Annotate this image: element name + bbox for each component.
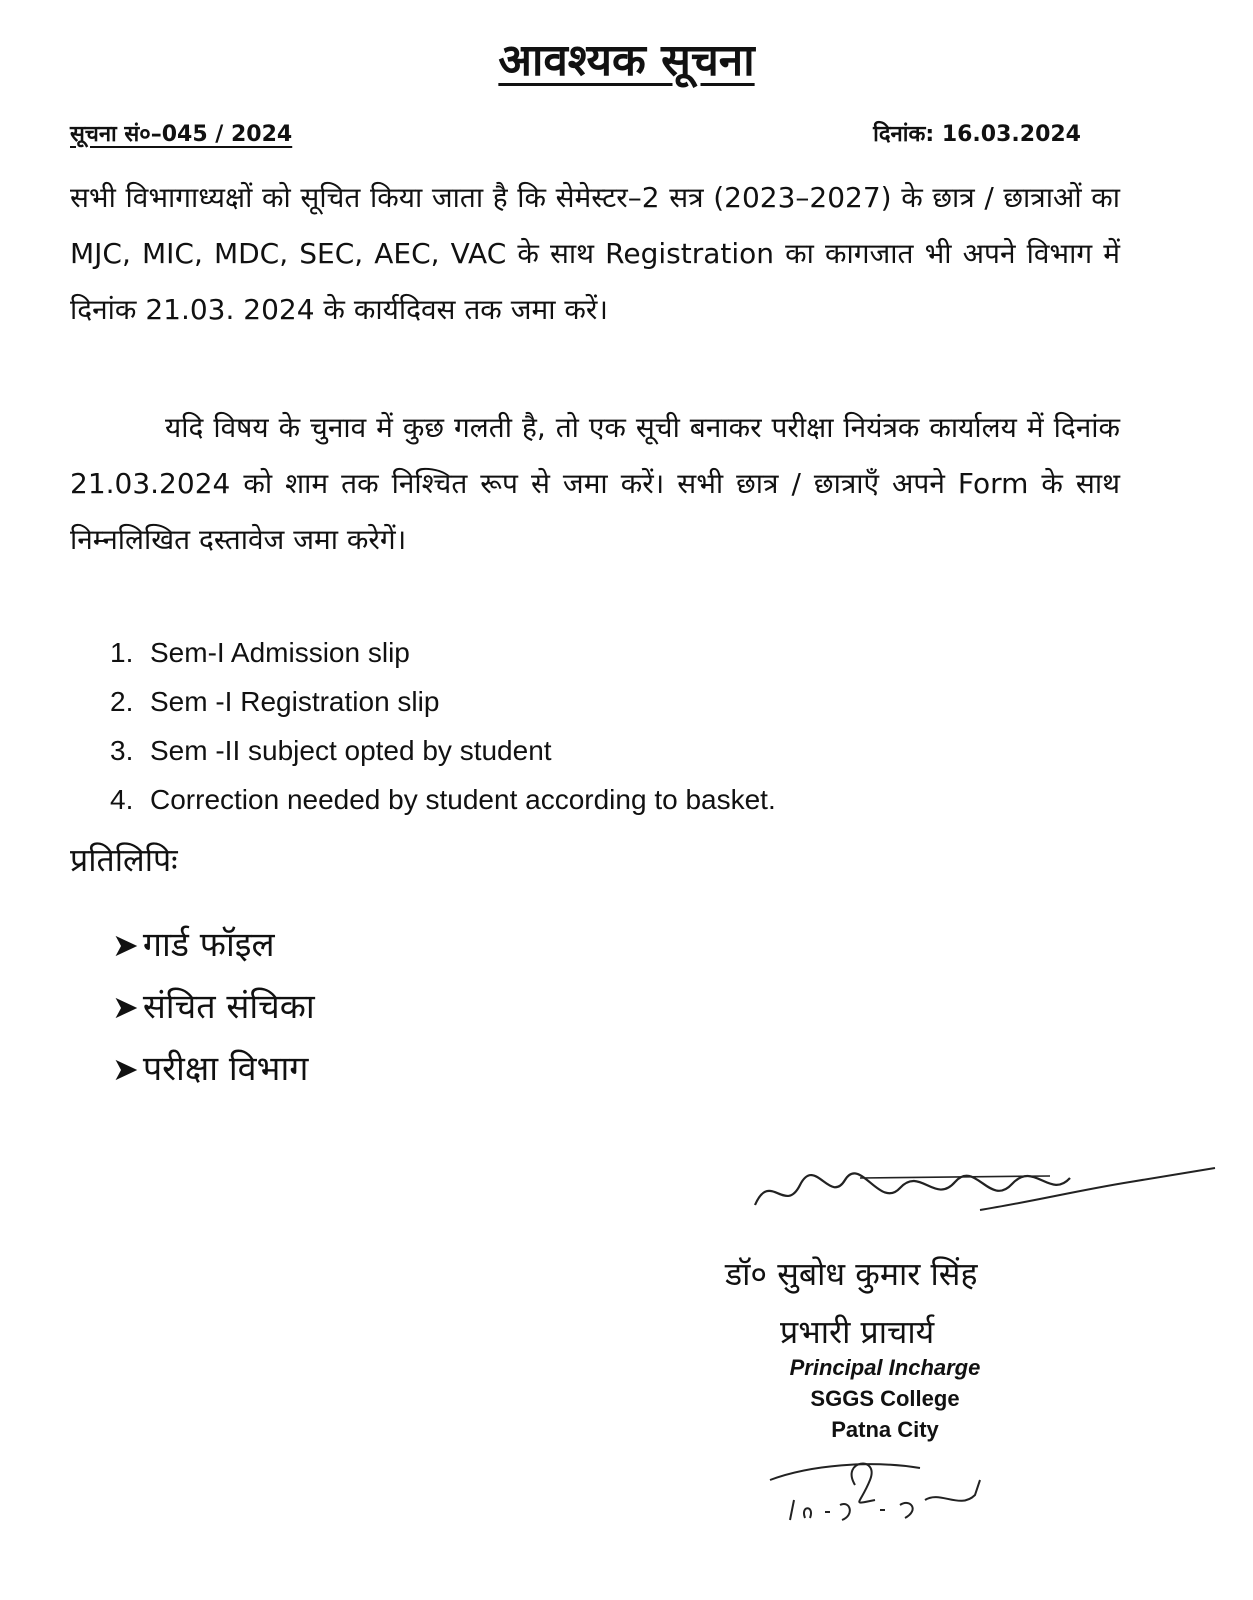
notice-title: आवश्यक सूचना bbox=[498, 35, 755, 86]
list-item: 2. Sem -I Registration slip bbox=[110, 686, 440, 717]
notice-number: सूचना सं०–045 / 2024 bbox=[70, 122, 293, 147]
college-name: SGGS College bbox=[810, 1386, 960, 1411]
list-item: 1. Sem-I Admission slip bbox=[110, 637, 410, 668]
signatory-block bbox=[760, 1352, 1010, 1445]
arrow-icon: ➤ bbox=[112, 926, 139, 964]
list-item: ➤ परीक्षा विभाग bbox=[112, 1049, 309, 1089]
list-item: ➤ संचित संचिका bbox=[112, 987, 315, 1027]
arrow-icon: ➤ bbox=[112, 1050, 139, 1088]
arrow-icon: ➤ bbox=[112, 988, 139, 1026]
handwritten-signature bbox=[750, 1160, 1220, 1220]
handwritten-initials bbox=[760, 1450, 1000, 1530]
list-item: ➤ गार्ड फॉइल bbox=[112, 925, 275, 965]
list-item: 4. Correction needed by student according to basket. bbox=[110, 784, 776, 815]
notice-date: दिनांक: 16.03.2024 bbox=[873, 122, 1081, 147]
documents-list bbox=[110, 628, 776, 824]
paragraph-1: सभी विभागाध्यक्षों को सूचित किया जाता है कि सेमेस्टर–2 सत्र (2023–2027) के छात्र / छात्राओं का MJC, MIC, MDC, SEC, AEC, VAC के साथ Registration का कागजात भी अपने विभाग में दिनांक 21.03. 2024 के कार्यदिवस तक जमा करें। bbox=[70, 181, 1120, 326]
copy-list bbox=[112, 914, 315, 1100]
paragraph-2: यदि विषय के चुनाव में कुछ गलती है, तो एक सूची बनाकर परीक्षा नियंत्रक कार्यालय में दिनांक 21.03.2024 को शाम तक निश्चित रूप से जमा करें। सभी छात्र / छात्राएँ अपने Form के साथ निम्नलिखित दस्तावेज जमा करेगें। bbox=[70, 411, 1120, 556]
college-city: Patna City bbox=[831, 1417, 939, 1442]
signatory-designation: प्रभारी प्राचार्य bbox=[780, 1313, 935, 1351]
copy-label: प्रतिलिपिः bbox=[70, 841, 178, 879]
signatory-english-title: Principal Incharge bbox=[789, 1355, 981, 1380]
list-item: 3. Sem -II subject opted by student bbox=[110, 735, 552, 766]
signatory-name: डॉ० सुबोध कुमार सिंह bbox=[725, 1255, 978, 1293]
